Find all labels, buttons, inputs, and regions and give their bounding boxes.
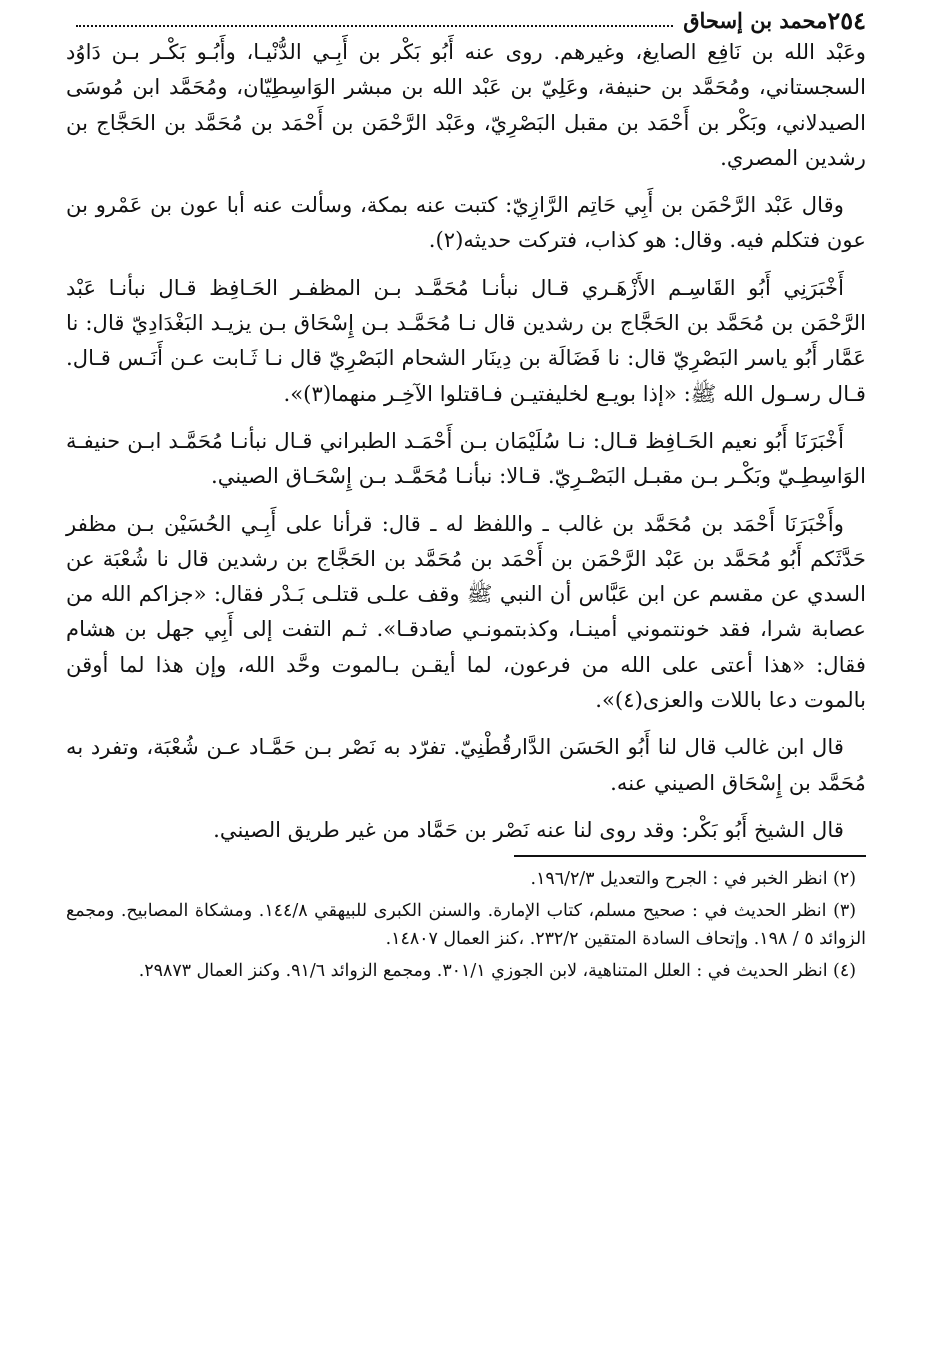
running-title: محمد بن إسحاق [683, 7, 828, 33]
footnote: (٤) انظر الحديث في : العلل المتناهية، لابن الجوزي ٣٠١/١. ومجمع الزوائد ٩١/٦. وكنز العمال ٢٩٨٧٣. [138, 961, 856, 982]
main-text [66, 34, 866, 847]
paragraph: وقال عَبْد الرَّحْمَن بن أَبِي حَاتِم الرَّازِيّ: كتبت عنه بمكة، وسألت عنه أبا عون بن عَمْرو بن عون فتكلم فيه. وقال: هو كذاب، فتركت حديثه(٢). [66, 192, 866, 253]
paragraph: وأَخْبَرَنَا أَحْمَد بن مُحَمَّد بن غالب ـ واللفظ له ـ قال: قرأنا على أَبِـي الحُسَيْن بـن مظفر حَدَّثَكم أَبُو مُحَمَّد بن عَبْد الرَّحْمَن بن أَحْمَد بن مُحَمَّد بن الحَجَّاج بن رشدين قال نا شُعْبَة عن السدي عن مقسم عن ابن عَبَّاس أن النبي ﷺ وقف علـى قتلـى بَـدْر فقال: «جزاكم الله من عصابة شرا، فقد خونتموني أمينـا، وكذبتمونـي صادقـا». ثـم التفت إلى أَبِي جهل بن هشام فقال: «هذا أعتى على الله من فرعون، لما أيقـن بـالموت وحَّد الله، وإن هذا لما أوقن بالموت دعا باللات والعزى(٤)». [66, 510, 866, 713]
paragraph: قال الشيخ أَبُو بَكْر: وقد روى لنا عنه نَصْر بن حَمَّاد من غير طريق الصيني. [213, 816, 844, 842]
page-number: ٢٥٤ [827, 5, 866, 35]
footnote-separator [514, 855, 866, 857]
paragraph: قال ابن غالب قال لنا أَبُو الحَسَن الدَّارقُطْنِيّ. تفرّد به نَصْر بـن حَمَّـاد عـن شُعْبَة، وتفرد به مُحَمَّد بن إِسْحَاق الصيني عنه. [66, 734, 866, 795]
running-header [66, 6, 866, 34]
header-dot-leader [76, 13, 673, 27]
paragraph: وعَبْد الله بن نَافِع الصايغ، وغيرهم. روى عنه أَبُو بَكْر بن أَبِـي الدُّنْيـا، وأَبُـو بَكْـر بـن دَاوُد السجستاني، ومُحَمَّد بن حنيفة، وعَلِيّ بن عَبْد الله بن مبشر الوَاسِطِيّان، ومُحَمَّد ابن مُوسَى الصيدلاني، وبَكْر بن أَحْمَد بن مقبل البَصْرِيّ، وعَبْد الرَّحْمَن بن أَحْمَد بن مُحَمَّد بن الحَجَّاج بن رشدين المصري. [66, 39, 866, 170]
paragraph: أَخْبَرَنَا أَبُو نعيم الحَـافِظ قـال: نـا سُلَيْمَان بـن أَحْمَـد الطبراني قـال نبأنـا مُحَمَّـد ابـن حنيفـة الوَاسِطِـيّ وبَكْـر بـن مقبـل البَصْـرِيّ. قـالا: نبأنـا مُحَمَّـد بـن إِسْحَـاق الصيني. [66, 427, 866, 489]
footnotes [66, 865, 866, 985]
footnote: (٢) انظر الخبر في : الجرح والتعديل ١٩٦/٢/٣. [530, 869, 856, 890]
paragraph: أَخْبَرَنِي أَبُو القَاسِـم الأَزْهَـري قـال نبأنـا مُحَمَّـد بـن المظفـر الحَـافِظ قـال نبأنـا عَبْد الرَّحْمَن بن مُحَمَّد بن الحَجَّاج بن رشدين قال نـا مُحَمَّـد بـن إِسْحَاق بـن يزيـد البَغْدَادِيّ قال: نا عَمَّار أَبُو ياسر البَصْرِيّ قال: نا فَضَالَة بن دِينَار الشحام البَصْرِيّ قال نـا ثَـابت عـن أَنَـس قـال. قـال رسـول الله ﷺ: «إذا بويـع لخليفتيـن فـاقتلوا الآخِـر منهما(٣)». [66, 274, 866, 406]
footnote: (٣) انظر الحديث في : صحيح مسلم، كتاب الإمارة. والسنن الكبرى للبيهقي ١٤٤/٨. ومشكاة المصابيح. ومجمع الزوائد ٥ / ١٩٨. وإتحاف السادة المتقين ٢٣٢/٢. ،كنز العمال ١٤٨٠٧. [66, 900, 866, 950]
